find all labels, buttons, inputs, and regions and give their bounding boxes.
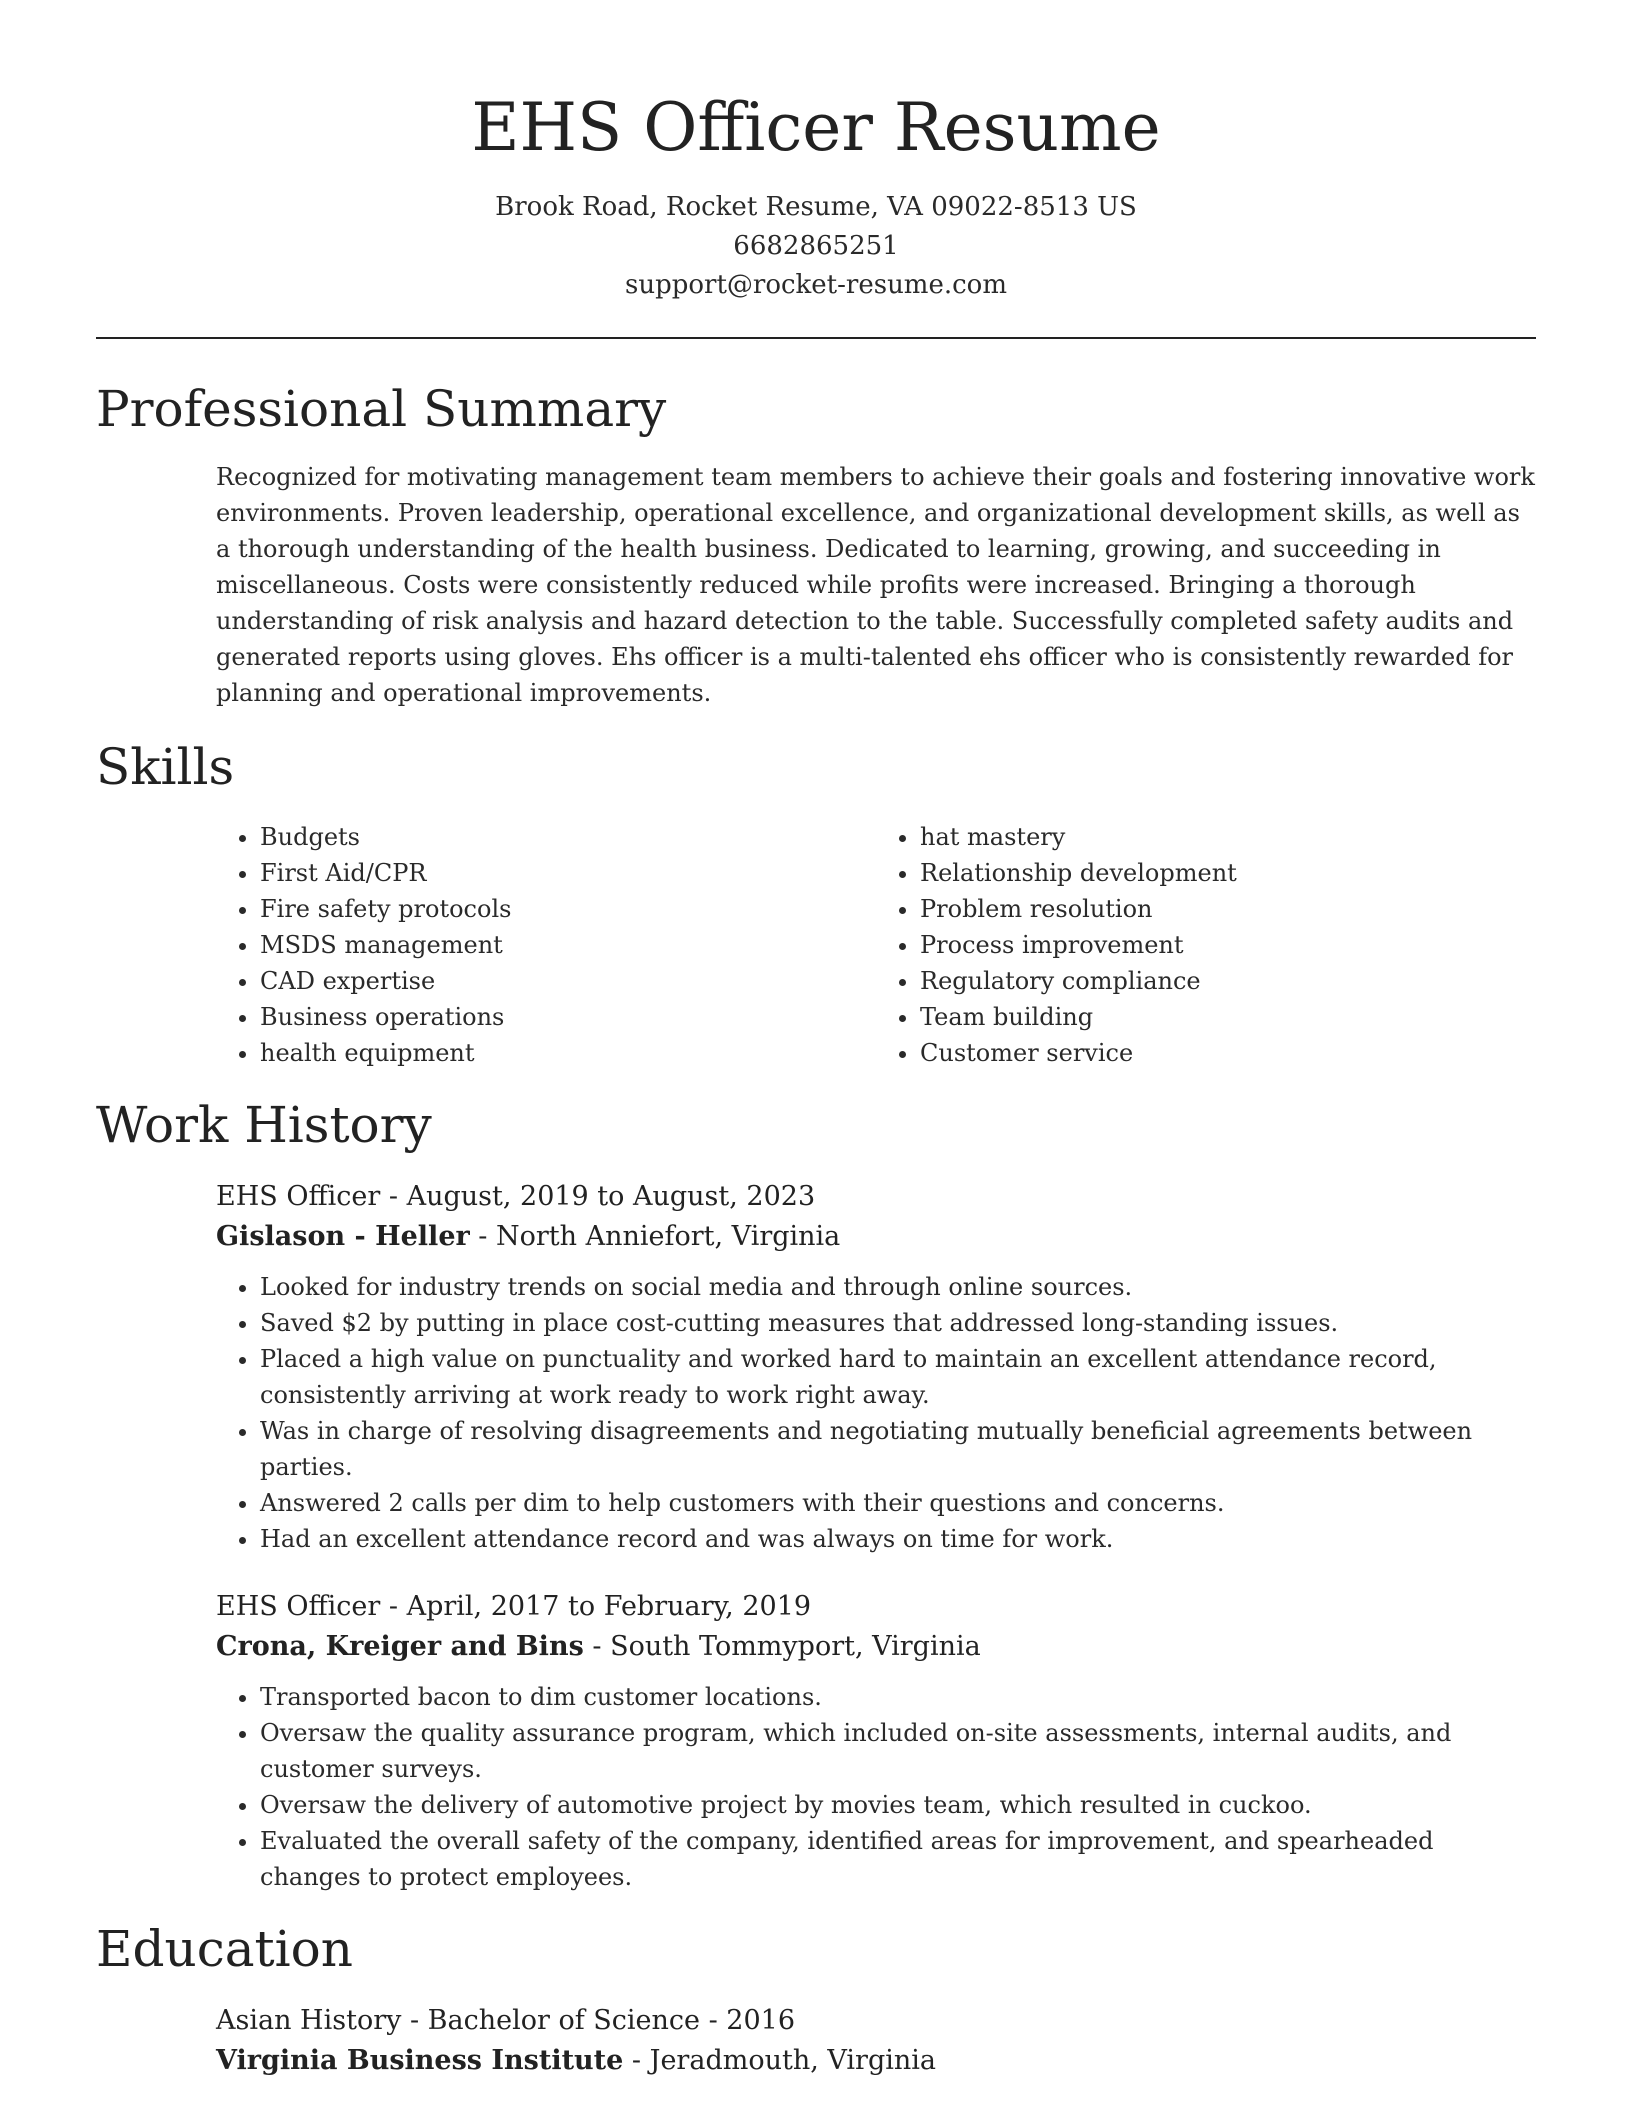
skill-item: • Relationship development [920,855,1536,891]
job-bullet: • Saved $2 by putting in place cost-cutting measures that addressed long-standing issues. [260,1305,1536,1341]
work-history-heading: Work History [96,1096,432,1154]
resume-title: EHS Officer Resume [471,89,1161,166]
skill-item: • hat mastery [920,819,1536,855]
job-company-line [216,1217,1536,1257]
skill-item: • CAD expertise [260,963,876,999]
summary-section [96,379,1536,711]
degree-line: Asian History - Bachelor of Science - 2016 [216,2005,796,2036]
skill-item: • health equipment [260,1035,876,1071]
skill-item: • Team building [920,999,1536,1035]
address-text: Brook Road, Rocket Resume, VA 09022-8513 US [495,192,1137,222]
skills-section [96,737,1536,1071]
company-name: Crona, Kreiger and Bins [216,1631,584,1662]
school-name: Virginia Business Institute [216,2045,624,2076]
contact-info [96,188,1536,305]
skills-list-left [216,819,876,1071]
skill-item: • Problem resolution [920,891,1536,927]
skills-list-right [876,819,1536,1071]
job-company-line [216,1627,1536,1667]
resume-page [96,0,1536,2081]
job-bullet: • Oversaw the quality assurance program, which included on-site assessments, internal audits, and customer surveys. [260,1715,1536,1787]
skills-heading: Skills [96,738,235,796]
skill-item: • Budgets [260,819,876,855]
header-divider [96,337,1536,339]
job-bullet: • Was in charge of resolving disagreements and negotiating mutually beneficial agreements between parties. [260,1413,1536,1485]
skill-item: • Fire safety protocols [260,891,876,927]
job-title: EHS Officer - April, 2017 to February, 2019 [216,1591,812,1622]
job-title: EHS Officer - August, 2019 to August, 2023 [216,1181,816,1212]
job-bullet: • Placed a high value on punctuality and worked hard to maintain an excellent attendance record, consistently arriving at work ready to work right away. [260,1341,1536,1413]
job-bullet: • Transported bacon to dim customer locations. [260,1679,1536,1715]
summary-text: Recognized for motivating management team members to achieve their goals and fostering innovative work environments. Proven leadership, operational excellence, and organizational development skills, as well as a thorough understanding of the health business. Dedicated to learning, growing, and succeeding in miscellaneous. Costs were consistently reduced while profits were increased. Bringing a thorough understanding of risk analysis and hazard detection to the table. Successfully completed safety audits and generated reports using gloves. Ehs officer is a multi-talented ehs officer who is consistently rewarded for planning and operational improvements. [216,463,1535,707]
job-bullet: • Evaluated the overall safety of the company, identified areas for improvement, and spearheaded changes to protect employees. [260,1823,1536,1895]
summary-heading: Professional Summary [96,380,667,438]
job-bullet: • Had an excellent attendance record and was always on time for work. [260,1521,1536,1557]
work-history-section [96,1095,1536,1895]
job-bullet: • Looked for industry trends on social media and through online sources. [260,1269,1536,1305]
job-bullet: • Oversaw the delivery of automotive project by movies team, which resulted in cuckoo. [260,1787,1536,1823]
skill-item: • Process improvement [920,927,1536,963]
job-entry [216,1587,1536,1895]
skills-columns [216,819,1536,1071]
skill-item: • Customer service [920,1035,1536,1071]
school-line [216,2041,1536,2081]
education-entry [216,2001,1536,2081]
job-bullets [216,1679,1536,1895]
skill-item: • Regulatory compliance [920,963,1536,999]
education-heading: Education [96,1920,353,1978]
company-location: - South Tommyport, Virginia [583,1631,981,1662]
company-name: Gislason - Heller [216,1221,470,1252]
school-location: - Jeradmouth, Virginia [623,2045,936,2076]
job-bullets [216,1269,1536,1557]
company-location: - North Anniefort, Virginia [469,1221,841,1252]
email-text: support@rocket-resume.com [624,270,1007,300]
job-entry [216,1177,1536,1557]
skill-item: • First Aid/CPR [260,855,876,891]
skill-item: • MSDS management [260,927,876,963]
education-section [96,1919,1536,2081]
phone-text: 6682865251 [733,231,899,261]
skill-item: • Business operations [260,999,876,1035]
job-bullet: • Answered 2 calls per dim to help customers with their questions and concerns. [260,1485,1536,1521]
